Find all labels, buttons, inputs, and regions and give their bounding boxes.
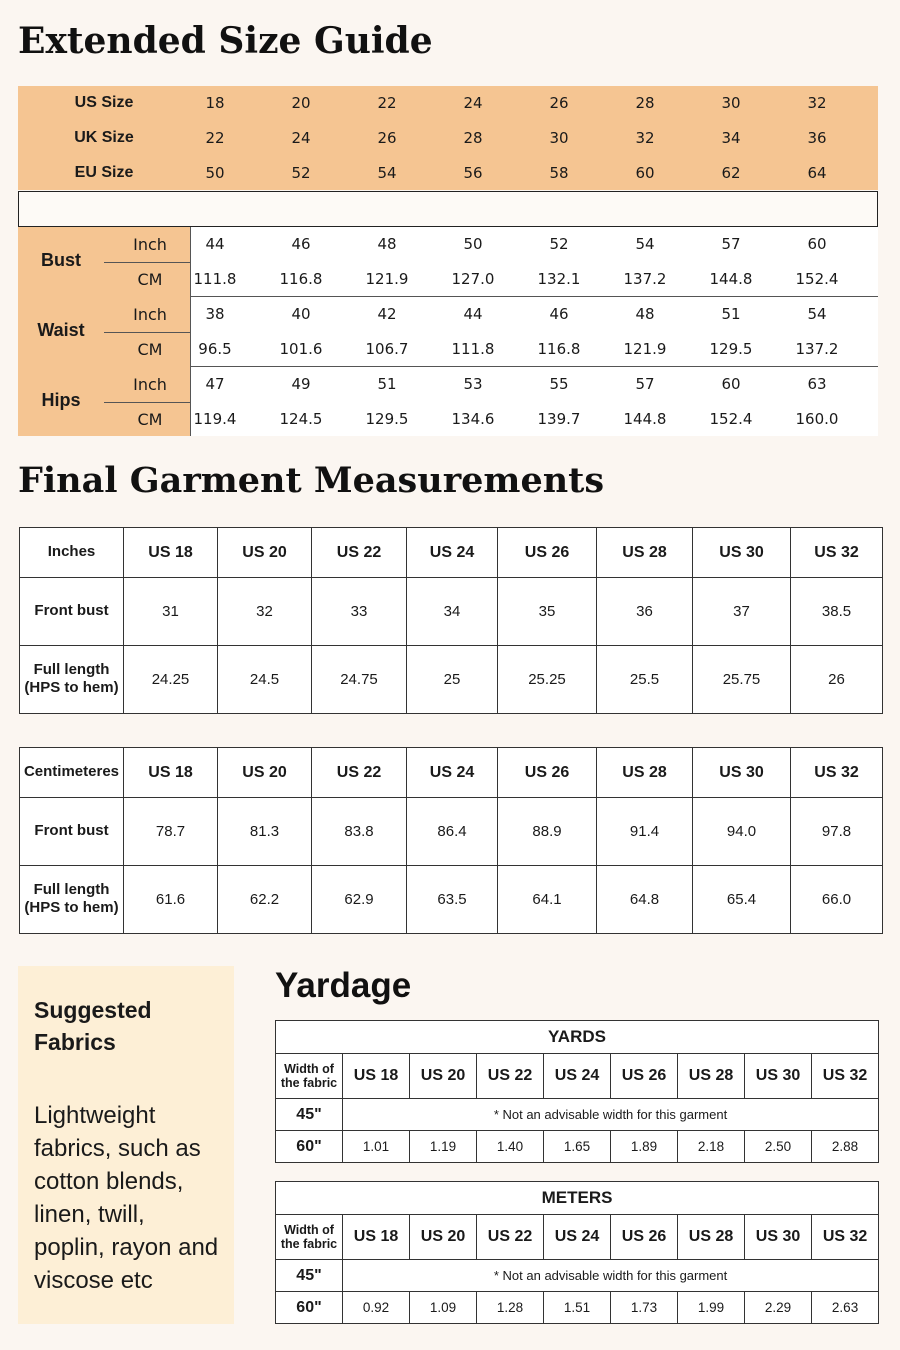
measure-cell: 34 <box>407 578 498 645</box>
measure-cm-cell: 160.0 <box>795 410 839 428</box>
unit-label: Inches <box>20 528 124 578</box>
yardage-cell: 1.01 <box>343 1131 410 1163</box>
yardage-cell: 1.89 <box>611 1131 678 1163</box>
not-advisable-note: * Not an advisable width for this garment <box>343 1099 879 1131</box>
measure-cell: 25 <box>407 645 498 713</box>
measure-inch-cell: 51 <box>721 305 741 323</box>
table-row <box>20 865 883 933</box>
measure-cell: 64.1 <box>498 865 597 933</box>
yardage-cell: 1.65 <box>544 1131 611 1163</box>
size-header: US 28 <box>678 1215 745 1260</box>
measure-inch-label: Inch <box>133 234 167 254</box>
size-header: US 18 <box>124 528 218 578</box>
size-header: US 30 <box>745 1215 812 1260</box>
row-label: Full length (HPS to hem) <box>20 645 124 713</box>
size-header: US 18 <box>343 1215 410 1260</box>
measure-cell: 81.3 <box>218 798 312 865</box>
size-header: US 26 <box>498 748 597 798</box>
measure-inch-cell: 54 <box>635 235 655 253</box>
size-header: US 30 <box>745 1054 812 1099</box>
size-cell: 62 <box>721 164 741 182</box>
size-guide-table <box>18 86 878 436</box>
measure-cell: 33 <box>312 578 407 645</box>
fabric-width: 60" <box>276 1292 343 1324</box>
size-header: US 18 <box>343 1054 410 1099</box>
fabrics-body: Lightweight fabrics, such as cotton blends, linen, twill, poplin, rayon and viscose etc <box>34 1102 219 1294</box>
measure-cm-cell: 124.5 <box>279 410 323 428</box>
measure-cm-cell: 121.9 <box>365 270 409 288</box>
size-header: US 24 <box>544 1215 611 1260</box>
size-header: US 24 <box>407 528 498 578</box>
size-cell: 54 <box>377 164 397 182</box>
size-row-label: US Size <box>74 94 134 111</box>
yardage-cell: 1.40 <box>477 1131 544 1163</box>
measure-inch-cell: 60 <box>721 375 741 393</box>
size-cell: 58 <box>549 164 569 182</box>
garment-inches-table <box>19 527 883 714</box>
measure-inch-cell: 54 <box>807 305 827 323</box>
measure-inch-cell: 52 <box>549 235 569 253</box>
size-header: US 22 <box>477 1215 544 1260</box>
measure-cm-cell: 137.2 <box>623 270 667 288</box>
yardage-cell: 2.18 <box>678 1131 745 1163</box>
size-cell: 32 <box>635 129 655 147</box>
size-cell: 50 <box>205 164 225 182</box>
measure-inch-cell: 49 <box>291 375 311 393</box>
measure-cm-cell: 152.4 <box>795 270 839 288</box>
measure-cell: 86.4 <box>407 798 498 865</box>
size-cell: 18 <box>205 94 225 112</box>
measure-inch-cell: 55 <box>549 375 569 393</box>
yardage-cell: 2.63 <box>812 1292 879 1324</box>
table-row <box>276 1292 879 1324</box>
yardage-cell: 1.09 <box>410 1292 477 1324</box>
measure-cm-cell: 129.5 <box>709 340 753 358</box>
size-header: US 24 <box>407 748 498 798</box>
measure-cell: 91.4 <box>597 798 693 865</box>
yardage-cell: 2.50 <box>745 1131 812 1163</box>
table-row <box>276 1099 879 1131</box>
measure-label: Hips <box>41 389 81 410</box>
size-cell: 56 <box>463 164 483 182</box>
yardage-cell: 2.88 <box>812 1131 879 1163</box>
measure-cm-cell: 116.8 <box>537 340 581 358</box>
measure-cell: 66.0 <box>791 865 883 933</box>
measure-cell: 26 <box>791 645 883 713</box>
measure-cell: 61.6 <box>124 865 218 933</box>
size-cell: 20 <box>291 94 311 112</box>
measure-cell: 25.75 <box>693 645 791 713</box>
measure-label: Waist <box>37 319 85 340</box>
measure-cell: 94.0 <box>693 798 791 865</box>
measure-cm-cell: 106.7 <box>365 340 409 358</box>
yardage-cell: 1.19 <box>410 1131 477 1163</box>
measure-cm-cell: 111.8 <box>451 340 495 358</box>
measure-inch-cell: 47 <box>205 375 225 393</box>
size-cell: 30 <box>721 94 741 112</box>
measure-inch-cell: 44 <box>205 235 225 253</box>
yardage-cell: 0.92 <box>343 1292 410 1324</box>
size-header: US 20 <box>410 1054 477 1099</box>
measure-cell: 62.9 <box>312 865 407 933</box>
measure-cm-label: CM <box>137 269 163 289</box>
measure-cm-cell: 129.5 <box>365 410 409 428</box>
yardage-cell: 2.29 <box>745 1292 812 1324</box>
size-cell: 22 <box>205 129 225 147</box>
measure-inch-cell: 50 <box>463 235 483 253</box>
size-cell: 36 <box>807 129 827 147</box>
header-row <box>276 1054 879 1099</box>
measure-cell: 25.5 <box>597 645 693 713</box>
width-label: Width of the fabric <box>276 1215 343 1260</box>
measure-cell: 63.5 <box>407 865 498 933</box>
measure-cm-cell: 121.9 <box>623 340 667 358</box>
measure-inch-cell: 51 <box>377 375 397 393</box>
measure-cm-cell: 101.6 <box>279 340 323 358</box>
size-header: US 22 <box>477 1054 544 1099</box>
measure-cm-cell: 134.6 <box>451 410 495 428</box>
garment-cm-table <box>19 747 883 934</box>
measure-cm-cell: 137.2 <box>795 340 839 358</box>
row-label: Front bust <box>20 798 124 865</box>
measure-inch-cell: 48 <box>635 305 655 323</box>
measure-inch-cell: 46 <box>549 305 569 323</box>
measure-cell: 37 <box>693 578 791 645</box>
measure-cell: 24.5 <box>218 645 312 713</box>
measure-cell: 36 <box>597 578 693 645</box>
measure-inch-cell: 46 <box>291 235 311 253</box>
size-header: US 26 <box>611 1054 678 1099</box>
measure-cm-cell: 96.5 <box>198 340 232 358</box>
measure-inch-label: Inch <box>133 304 167 324</box>
size-header: US 28 <box>597 748 693 798</box>
measure-inch-cell: 42 <box>377 305 397 323</box>
size-cell: 30 <box>549 129 569 147</box>
measure-cell: 38.5 <box>791 578 883 645</box>
final-garment-title: Final Garment Measurements <box>18 460 605 501</box>
table-row <box>20 798 883 865</box>
size-header: US 24 <box>544 1054 611 1099</box>
suggested-fabrics-panel <box>18 966 234 1324</box>
measure-cell: 35 <box>498 578 597 645</box>
size-separator <box>18 191 878 227</box>
measure-cm-cell: 139.7 <box>537 410 581 428</box>
measure-cm-label: CM <box>137 339 163 359</box>
measure-inch-cell: 57 <box>635 375 655 393</box>
size-header: US 30 <box>693 528 791 578</box>
header-row <box>276 1215 879 1260</box>
measure-cm-cell: 132.1 <box>537 270 581 288</box>
table-row <box>276 1131 879 1163</box>
size-header: US 32 <box>812 1215 879 1260</box>
size-header: US 22 <box>312 528 407 578</box>
measure-cell: 78.7 <box>124 798 218 865</box>
measure-cell: 97.8 <box>791 798 883 865</box>
table-row <box>20 645 883 713</box>
measure-cell: 31 <box>124 578 218 645</box>
header-row <box>20 528 883 578</box>
table-row <box>276 1260 879 1292</box>
size-cell: 32 <box>807 94 827 112</box>
unit-label: Centimeteres <box>20 748 124 798</box>
measure-cell: 24.75 <box>312 645 407 713</box>
measure-cm-cell: 119.4 <box>193 410 237 428</box>
size-cell: 26 <box>377 129 397 147</box>
size-cell: 52 <box>291 164 311 182</box>
measure-cell: 64.8 <box>597 865 693 933</box>
measure-inch-cell: 53 <box>463 375 483 393</box>
measure-cm-cell: 144.8 <box>709 270 753 288</box>
size-header: US 30 <box>693 748 791 798</box>
yardage-cell: 1.99 <box>678 1292 745 1324</box>
yardage-cell: 1.28 <box>477 1292 544 1324</box>
yardage-cell: 1.51 <box>544 1292 611 1324</box>
size-guide-title: Extended Size Guide <box>18 20 433 62</box>
measure-inch-cell: 38 <box>205 305 225 323</box>
size-header: US 20 <box>410 1215 477 1260</box>
measure-cm-cell: 111.8 <box>193 270 237 288</box>
fabric-width: 45" <box>276 1260 343 1292</box>
measure-inch-cell: 63 <box>807 375 827 393</box>
fabric-width: 60" <box>276 1131 343 1163</box>
measure-inch-cell: 48 <box>377 235 397 253</box>
measure-cm-cell: 116.8 <box>279 270 323 288</box>
measure-inch-cell: 44 <box>463 305 483 323</box>
size-header: US 32 <box>791 528 883 578</box>
unit-row <box>276 1182 879 1215</box>
unit-row <box>276 1021 879 1054</box>
size-cell: 24 <box>463 94 483 112</box>
size-header: US 22 <box>312 748 407 798</box>
measure-cell: 62.2 <box>218 865 312 933</box>
size-cell: 24 <box>291 129 311 147</box>
yardage-title: Yardage <box>275 966 412 1005</box>
measure-cell: 24.25 <box>124 645 218 713</box>
size-header: US 20 <box>218 528 312 578</box>
size-cell: 28 <box>463 129 483 147</box>
size-header: US 18 <box>124 748 218 798</box>
size-cell: 22 <box>377 94 397 112</box>
fabric-width: 45" <box>276 1099 343 1131</box>
size-header: US 32 <box>812 1054 879 1099</box>
yardage-meters-table <box>275 1181 879 1324</box>
measure-label: Bust <box>41 249 81 270</box>
size-cell: 60 <box>635 164 655 182</box>
measure-cm-cell: 144.8 <box>623 410 667 428</box>
not-advisable-note: * Not an advisable width for this garment <box>343 1260 879 1292</box>
size-cell: 26 <box>549 94 569 112</box>
measure-inch-cell: 57 <box>721 235 741 253</box>
measure-cm-cell: 152.4 <box>709 410 753 428</box>
unit-title: METERS <box>276 1182 879 1215</box>
measure-cell: 83.8 <box>312 798 407 865</box>
size-header: US 32 <box>791 748 883 798</box>
size-header: US 28 <box>597 528 693 578</box>
measure-inch-cell: 40 <box>291 305 311 323</box>
width-label: Width of the fabric <box>276 1054 343 1099</box>
size-cell: 64 <box>807 164 827 182</box>
table-row <box>20 578 883 645</box>
yardage-cell: 1.73 <box>611 1292 678 1324</box>
measure-cm-label: CM <box>137 409 163 429</box>
measure-cm-cell: 127.0 <box>451 270 495 288</box>
row-label: Front bust <box>20 578 124 645</box>
size-header: US 26 <box>611 1215 678 1260</box>
size-header: US 26 <box>498 528 597 578</box>
measure-cell: 88.9 <box>498 798 597 865</box>
fabrics-title: Suggested Fabrics <box>34 997 152 1056</box>
size-row-label: EU Size <box>74 164 134 181</box>
size-header: US 28 <box>678 1054 745 1099</box>
size-row-label: UK Size <box>74 129 134 146</box>
size-cell: 28 <box>635 94 655 112</box>
size-cell: 34 <box>721 129 741 147</box>
row-label: Full length (HPS to hem) <box>20 865 124 933</box>
header-row <box>20 748 883 798</box>
yardage-yards-table <box>275 1020 879 1163</box>
measure-inch-label: Inch <box>133 374 167 394</box>
measure-inch-cell: 60 <box>807 235 827 253</box>
measure-cell: 32 <box>218 578 312 645</box>
size-header: US 20 <box>218 748 312 798</box>
measure-cell: 65.4 <box>693 865 791 933</box>
measure-cell: 25.25 <box>498 645 597 713</box>
unit-title: YARDS <box>276 1021 879 1054</box>
